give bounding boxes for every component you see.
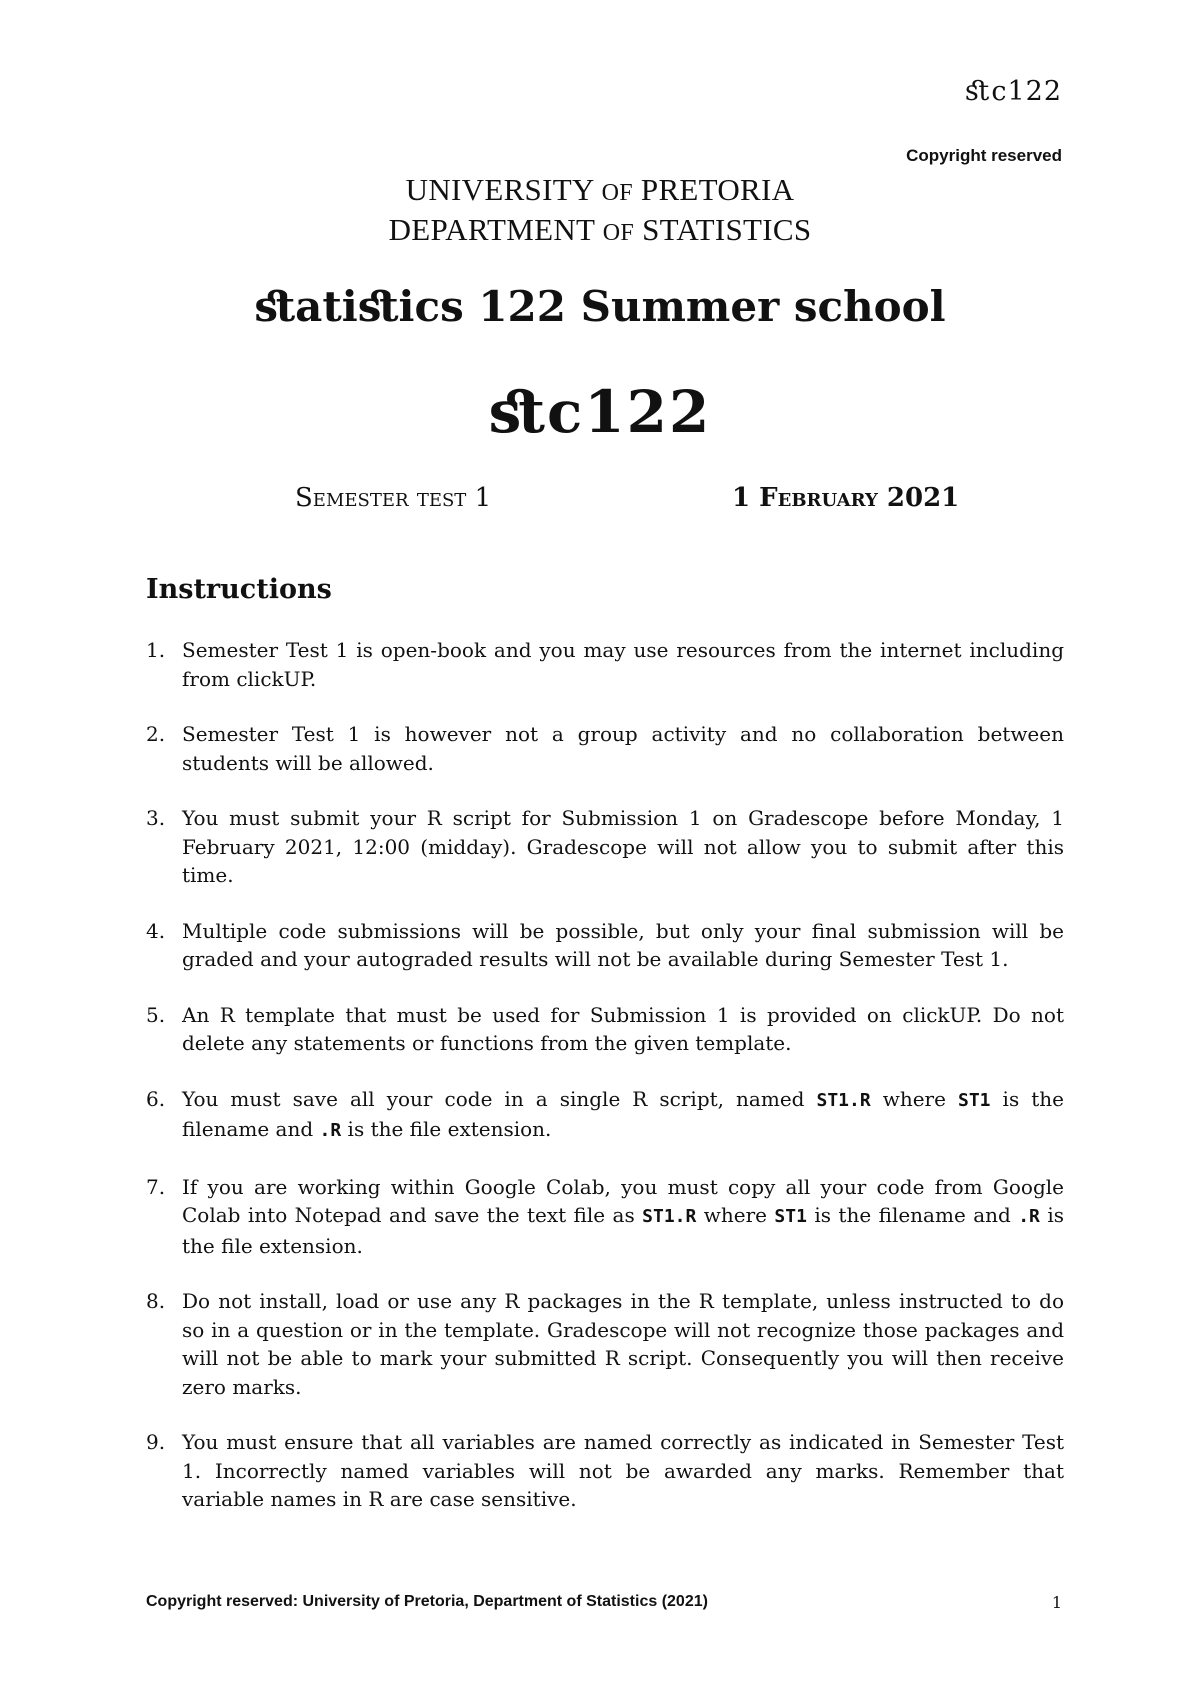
instruction-text: Semester Test 1 is however not a group activity and no collaboration between students will be allowed.	[182, 722, 1064, 775]
instruction-number: 8.	[146, 1289, 166, 1313]
university-of: OF	[601, 180, 633, 206]
department-d1: D	[388, 212, 412, 247]
code-filename-stem: ST1	[958, 1089, 991, 1111]
instructions-list	[146, 636, 1064, 1514]
instruction-item	[146, 720, 1064, 777]
instruction-item	[146, 804, 1064, 890]
instruction-number: 4.	[146, 918, 166, 943]
code-filename: ST1.R	[642, 1206, 697, 1227]
instruction-number: 3.	[146, 806, 166, 830]
code-extension: .R	[1018, 1206, 1040, 1227]
department-d2: EPARTMENT	[411, 212, 595, 247]
code-extension: .R	[319, 1120, 342, 1141]
instruction-text: An R template that must be used for Submission 1 is provided on clickUP. Do not delete any statements or functions from the given template.	[182, 1002, 1064, 1055]
instruction-text: You must ensure that all variables are named correctly as indicated in Semester Test 1. Incorrectly named variables will not be awarded any marks. Remember that variable names in R are case sensitive.	[182, 1430, 1064, 1511]
instruction-text-d: is the file extension.	[182, 1203, 1064, 1258]
code-filename-stem: ST1	[774, 1206, 807, 1227]
university-p2: RETORIA	[658, 172, 795, 207]
instruction-number: 1.	[146, 638, 166, 662]
university-name	[0, 172, 1200, 208]
test-date: 1 February 2021	[732, 483, 960, 513]
instruction-text: Multiple code submissions will be possible, but only your final submission will be graded and your autograded results will not be available during Semester Test 1.	[182, 918, 1064, 971]
department-s1: S	[642, 212, 660, 247]
course-title: ﬆatiﬆics 122 Summer school	[254, 282, 946, 331]
instruction-text-c: is the filename and	[182, 1086, 1064, 1141]
department-name	[0, 212, 1200, 248]
instruction-text-a: You must save all your code in a single R script, named	[182, 1086, 817, 1111]
instruction-number: 5.	[146, 1002, 166, 1027]
header-copyright: Copyright reserved	[906, 146, 1062, 165]
instructions-heading: Instructions	[146, 574, 332, 605]
header-course-code: ﬆc122	[965, 76, 1062, 107]
instruction-item	[146, 1428, 1064, 1514]
instruction-item	[146, 1001, 1064, 1058]
instruction-item	[146, 1173, 1064, 1261]
footer-copyright: Copyright reserved: University of Pretoria, Department of Statistics (2021)	[146, 1593, 708, 1610]
instruction-text-c: is the filename and	[806, 1203, 1019, 1227]
university-u2: NIVERSITY	[428, 172, 594, 207]
university-p1: P	[640, 172, 659, 207]
instruction-number: 2.	[146, 722, 166, 746]
instruction-text-a: If you are working within Google Colab, you must copy all your code from Google Colab into Notepad and save the text file as	[182, 1174, 1064, 1227]
instruction-item	[146, 636, 1064, 693]
instruction-text: Do not install, load or use any R packages in the R template, unless instructed to do so in a question or in the template. Gradescope will not recognize those packages and will not be able to mark your submitted R script. Consequently you will then receive zero marks.	[182, 1289, 1064, 1399]
instruction-text-d: is the file extension.	[341, 1117, 552, 1141]
instruction-number: 9.	[146, 1430, 166, 1454]
instruction-text: You must submit your R script for Submission 1 on Gradescope before Monday, 1 February 2021, 12:00 (midday). Gradescope will not allow you to submit after this time.	[182, 806, 1064, 887]
instruction-item	[146, 917, 1064, 974]
instruction-text-b: where	[870, 1086, 958, 1111]
test-label: Semester test 1	[295, 483, 492, 513]
instruction-number: 7.	[146, 1174, 166, 1199]
instruction-text-b: where	[696, 1203, 775, 1227]
page-number: 1	[1051, 1593, 1062, 1612]
university-u1: U	[405, 172, 429, 207]
code-filename: ST1.R	[816, 1089, 871, 1111]
department-s2: TATISTICS	[659, 212, 812, 247]
department-of: OF	[602, 220, 635, 246]
instruction-item	[146, 1085, 1064, 1146]
instruction-number: 6.	[146, 1086, 166, 1111]
instruction-text: Semester Test 1 is open-book and you may use resources from the internet including from clickUP.	[182, 638, 1064, 691]
course-code-large: ﬆc122	[488, 378, 712, 446]
instruction-item	[146, 1287, 1064, 1401]
